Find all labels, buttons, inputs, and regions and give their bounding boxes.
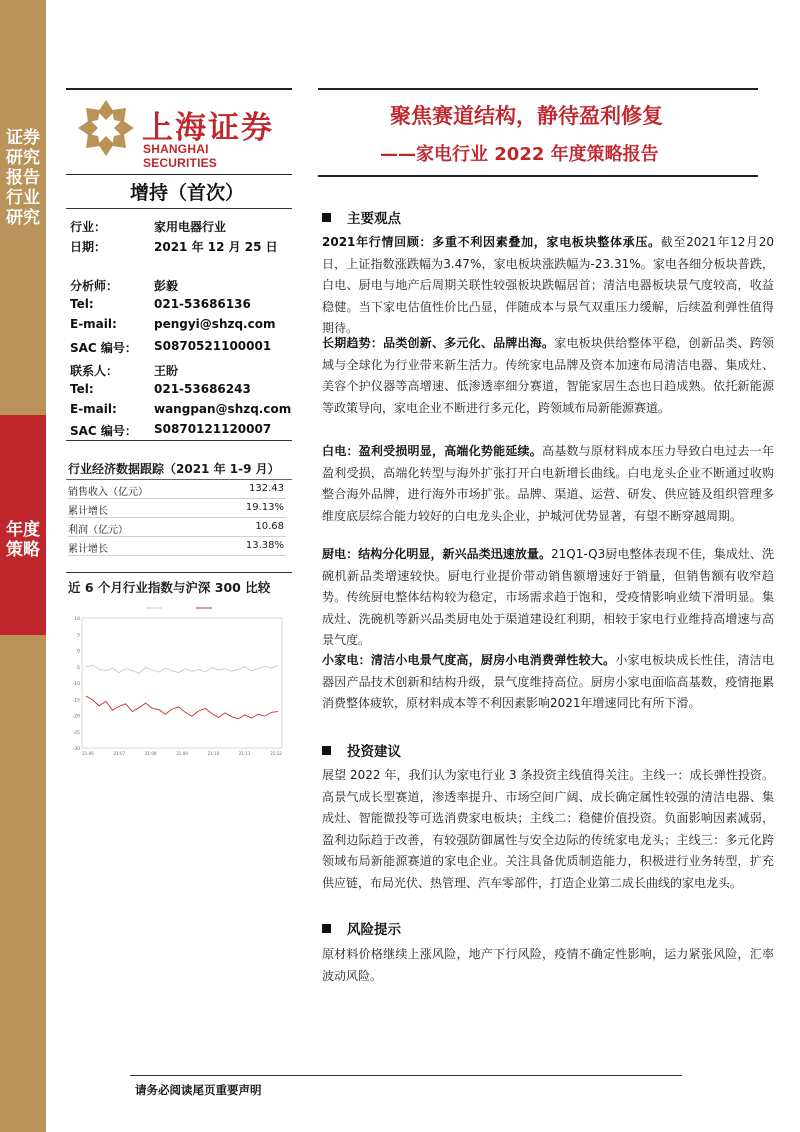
company-logo bbox=[76, 98, 286, 170]
footer-disclaimer: 请务必阅读尾页重要声明 bbox=[135, 1083, 262, 1097]
section-bullet-icon bbox=[322, 924, 331, 933]
header-rule-left bbox=[66, 88, 292, 90]
paragraph-small-appliances bbox=[322, 650, 774, 715]
info-key: Tel: bbox=[70, 297, 94, 311]
table-cell-value: 132.43 bbox=[249, 483, 284, 494]
info-key: SAC 编号： bbox=[70, 341, 137, 355]
info-value: 2021 年 12 月 25 日 bbox=[154, 240, 278, 254]
paragraph-lead: 厨电：结构分化明显，新兴品类迅速放量。 bbox=[322, 547, 552, 561]
section-heading-risk bbox=[322, 918, 401, 938]
index-comparison-chart bbox=[66, 598, 290, 760]
rating-badge: 增持（首次） bbox=[130, 182, 245, 204]
report-subtitle: ——家电行业 2022 年度策略报告 bbox=[380, 144, 659, 165]
info-value: 家用电器行业 bbox=[154, 220, 227, 234]
info-key: Tel: bbox=[70, 382, 94, 396]
info-key: 联系人： bbox=[70, 364, 119, 378]
info-key: SAC 编号： bbox=[70, 424, 137, 438]
chart-rule-top bbox=[66, 572, 292, 573]
y-tick-label: -5 bbox=[75, 665, 80, 671]
section-heading-text: 投资建议 bbox=[347, 744, 401, 760]
info-value: wangpan@shzq.com bbox=[154, 402, 292, 416]
table-row bbox=[68, 499, 286, 518]
info-key: 日期： bbox=[70, 240, 107, 254]
paragraph-body: 21Q1-Q3厨电整体表现不佳，集成灶、洗碗机新品类增速较快。厨电行业提价带动销售额增速好于销量，但销售额有收窄趋势。传统厨电整体结构较为稳定，市场需求趋于饱和，受疫情影响业绩下滑明显。集成灶、洗碗机等新兴品类厨电处于渠道建设红利期，相较于家电行业维持高增速与高景气度。 bbox=[322, 547, 774, 648]
footer-rule bbox=[130, 1075, 682, 1076]
table-cell-value: 19.13% bbox=[245, 502, 284, 513]
y-tick-label: 10 bbox=[74, 617, 80, 622]
paragraph-market-review bbox=[322, 232, 774, 340]
report-category-label: 证券研究报告 行业研究 bbox=[6, 128, 40, 228]
paragraph-risk: 原材料价格继续上涨风险，地产下行风险，疫情不确定性影响，运力紧张风险，汇率波动风险。 bbox=[322, 947, 774, 983]
x-tick-label: 21-10 bbox=[207, 751, 220, 756]
table-cell-label: 累计增长 bbox=[68, 544, 108, 555]
table-row bbox=[68, 480, 286, 499]
series-line bbox=[86, 696, 278, 719]
logo-english-name: SHANGHAI SECURITIES bbox=[143, 142, 218, 170]
paragraph-invest: 展望 2022 年，我们认为家电行业 3 条投资主线值得关注。主线一：成长弹性投资。高景气成长型赛道，渗透率提升、市场空间广阔、成长确定属性较强的清洁电器、集成灶、智能微投等可选消费家电板块；主线二：稳健价值投资。负面影响因素减弱，盈利边际趋于改善，有较强防御属性与安全边际的传统家电龙头；主线三：多元化跨领域布局新能源赛道的家电企业。关注具备优质制造能力，积极进行业务转型，扩充供应链，布局光伏、热管理、汽车零部件，打造企业第二成长曲线的家电龙头。 bbox=[322, 768, 774, 890]
paragraph-lead: 小家电：清洁小电景气度高，厨房小电消费弹性较大。 bbox=[322, 653, 616, 667]
paragraph-long-term bbox=[322, 333, 774, 419]
paragraph-body: 截至2021年12月20日，上证指数涨跌幅为3.47%，家电板块涨跌幅为-23.31%。家电各细分板块普跌，白电、厨电与地产后周期关联性较强板块跌幅居首；清洁电器板块景气度较高，收益稳健。当下家电估值性价比凸显，伴随成本与景气双重压力缓解，后续盈利弹性值得期待。 bbox=[322, 235, 774, 336]
y-tick-label: -30 bbox=[72, 747, 80, 752]
section-bullet-icon bbox=[322, 213, 331, 222]
section-heading-text: 风险提示 bbox=[347, 922, 401, 938]
section-heading-invest bbox=[322, 740, 401, 760]
section-heading-views bbox=[322, 207, 401, 227]
info-key: 分析师： bbox=[70, 279, 119, 293]
table-cell-label: 利润（亿元） bbox=[68, 525, 128, 536]
x-tick-label: 21-07 bbox=[113, 751, 126, 756]
header-rule-bottom bbox=[318, 175, 758, 177]
info-key: E-mail: bbox=[70, 402, 117, 416]
x-tick-label: 21-08 bbox=[144, 751, 157, 756]
info-key: E-mail: bbox=[70, 317, 117, 331]
info-value: 021-53686243 bbox=[154, 382, 251, 396]
table-title: 行业经济数据跟踪（2021 年 1-9 月） bbox=[68, 462, 280, 476]
paragraph-body: 家电板块供给整体平稳，创新品类、跨领域与全球化为行业带来新生活力。传统家电品牌及资本加速布局清洁电器、集成灶、美容个护仪器等高增速、低渗透率细分赛道，智能家居生态也日趋成熟。依托新能源等政策导向，家电企业不断进行多元化，跨领域布局新能源赛道。 bbox=[322, 336, 774, 415]
rating-rule-bottom bbox=[66, 208, 292, 209]
info-key: 行业： bbox=[70, 220, 107, 234]
paragraph-lead: 2021年行情回顾：多重不利因素叠加，家电板块整体承压。 bbox=[322, 235, 661, 249]
table-cell-value: 10.68 bbox=[255, 521, 284, 532]
section-bullet-icon bbox=[322, 746, 331, 755]
info-value: S0870521100001 bbox=[154, 339, 272, 353]
chart-frame bbox=[82, 618, 282, 748]
x-tick-label: 21-11 bbox=[238, 751, 251, 756]
table-row bbox=[68, 537, 286, 556]
table-cell-value: 13.38% bbox=[245, 540, 284, 551]
header-rule-right bbox=[318, 88, 758, 90]
y-tick-label: -15 bbox=[72, 698, 80, 704]
y-tick-label: 0 bbox=[77, 649, 80, 655]
chart-title: 近 6 个月行业指数与沪深 300 比较 bbox=[68, 580, 271, 595]
info-value: 021-53686136 bbox=[154, 297, 251, 311]
info-rule-bottom bbox=[66, 440, 292, 441]
x-tick-label: 21-06 bbox=[82, 751, 94, 756]
table-cell-label: 销售收入（亿元） bbox=[68, 487, 148, 498]
logo-chinese-name: 上海证券 bbox=[142, 110, 274, 146]
logo-mark-icon bbox=[76, 98, 136, 158]
report-type-label: 年度策略 bbox=[6, 520, 40, 560]
info-value: 彭毅 bbox=[154, 279, 179, 293]
info-value: 王盼 bbox=[154, 364, 179, 378]
x-tick-label: 21-09 bbox=[176, 751, 188, 756]
info-value: pengyi@shzq.com bbox=[154, 317, 276, 331]
table-cell-label: 累计增长 bbox=[68, 506, 108, 517]
table-row bbox=[68, 518, 286, 537]
paragraph-body: 小家电板块成长性佳，清洁电器因产品技术创新和结构升级，景气度维持高位。厨房小家电面临高基数，疫情拖累消费整体疲软，原材料成本等不利因素影响2021年增速同比有所下滑。 bbox=[322, 653, 774, 711]
rating-rule-top bbox=[66, 174, 292, 175]
chart-container bbox=[66, 598, 290, 760]
info-value: S0870121120007 bbox=[154, 422, 272, 436]
y-tick-label: -25 bbox=[72, 730, 80, 736]
paragraph-white-goods bbox=[322, 441, 774, 527]
y-tick-label: 5 bbox=[77, 633, 80, 639]
y-tick-label: -20 bbox=[72, 714, 80, 720]
series-line bbox=[86, 665, 278, 673]
section-heading-text: 主要观点 bbox=[347, 211, 401, 227]
report-title: 聚焦赛道结构，静待盈利修复 bbox=[390, 104, 663, 128]
paragraph-lead: 长期趋势：品类创新、多元化、品牌出海。 bbox=[322, 336, 555, 350]
paragraph-lead: 白电：盈利受损明显，高端化势能延续。 bbox=[322, 444, 542, 458]
paragraph-body: 高基数与原材料成本压力导致白电过去一年盈利受损，高端化转型与海外扩张打开白电新增长曲线。白电龙头企业不断通过收购整合海外品牌，进行海外市场扩张。品牌、渠道、运营、研发、供应链及组织管理多维度底层综合能力较好的白电龙头企业，护城河优势显著，有望不断穿越周期。 bbox=[322, 444, 774, 523]
x-tick-label: 21-12 bbox=[270, 751, 282, 756]
paragraph-kitchen bbox=[322, 544, 774, 652]
y-tick-label: -10 bbox=[72, 682, 80, 687]
